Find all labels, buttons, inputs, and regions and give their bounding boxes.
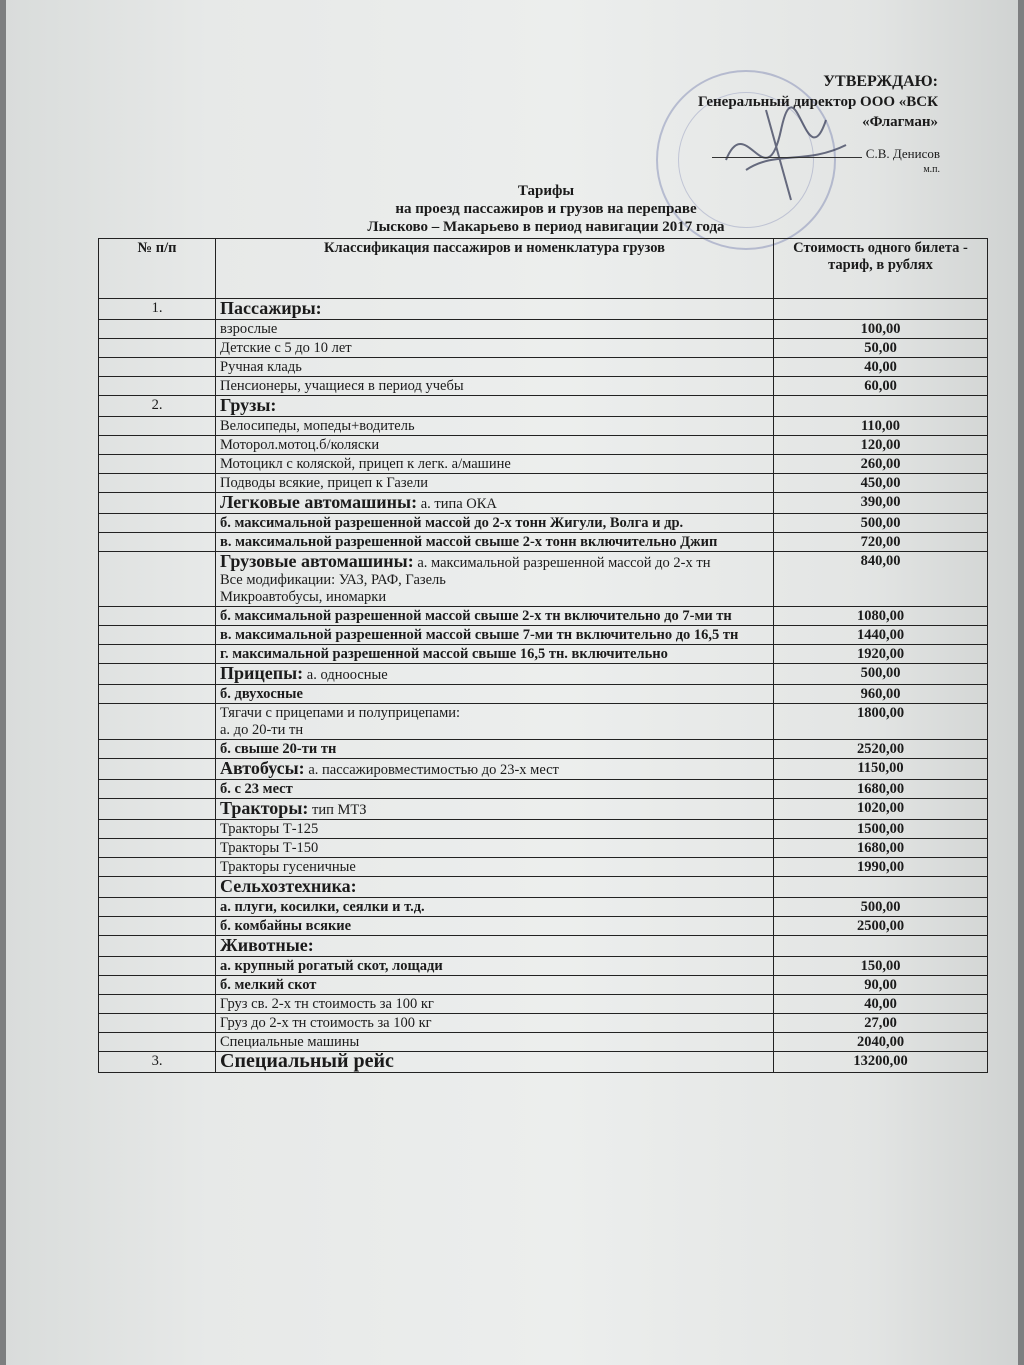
row-number — [99, 1014, 216, 1033]
row-price: 60,00 — [774, 377, 988, 396]
item-text: Груз до 2-х тн стоимость за 100 кг — [220, 1015, 432, 1031]
row-price: 1440,00 — [774, 626, 988, 645]
item-text: Груз св. 2-х тн стоимость за 100 кг — [220, 996, 434, 1012]
item-text: в. максимальной разрешенной массой свыше 2-х тонн включительно Джип — [220, 534, 718, 550]
row-price: 450,00 — [774, 474, 988, 493]
row-number — [99, 820, 216, 839]
item-text: Детские с 5 до 10 лет — [220, 340, 352, 356]
row-price: 27,00 — [774, 1014, 988, 1033]
item-text: б. мелкий скот — [220, 977, 317, 993]
row-description — [216, 474, 774, 493]
item-text: б. с 23 мест — [220, 781, 293, 797]
row-description — [216, 685, 774, 704]
row-price: 50,00 — [774, 339, 988, 358]
row-number — [99, 533, 216, 552]
title-line-3: Лысково – Макарьево в период навигации 2017 года — [367, 219, 725, 235]
row-price: 500,00 — [774, 664, 988, 685]
header-desc: Классификация пассажиров и номенклатура грузов — [216, 239, 774, 299]
table-row — [99, 533, 988, 552]
row-description — [216, 898, 774, 917]
table-row — [99, 839, 988, 858]
row-number — [99, 417, 216, 436]
table-row — [99, 514, 988, 533]
row-number — [99, 685, 216, 704]
approval-block — [698, 72, 938, 132]
row-number — [99, 877, 216, 898]
row-description — [216, 877, 774, 898]
row-number — [99, 474, 216, 493]
row-number — [99, 436, 216, 455]
section-heading: Легковые автомашины: — [220, 492, 418, 512]
row-price — [774, 299, 988, 320]
approval-position: Генеральный директор ООО «ВСК — [697, 94, 938, 110]
table-row — [99, 704, 988, 740]
table-row — [99, 1014, 988, 1033]
row-number — [99, 339, 216, 358]
row-description — [216, 1052, 774, 1073]
title-line-2: на проезд пассажиров и грузов на переправе — [395, 201, 697, 217]
approval-company: «Флагман» — [862, 114, 938, 130]
row-description — [216, 1014, 774, 1033]
section-heading: Тракторы: — [220, 798, 309, 818]
item-text: Специальные машины — [220, 1034, 360, 1050]
row-number — [99, 740, 216, 759]
item-text: а. плуги, косилки, сеялки и т.д. — [220, 899, 425, 915]
row-description — [216, 740, 774, 759]
row-number — [99, 957, 216, 976]
row-number — [99, 626, 216, 645]
item-text: в. максимальной разрешенной массой свыше 7-ми тн включительно до 16,5 тн — [220, 627, 739, 643]
row-number — [99, 839, 216, 858]
row-price: 40,00 — [774, 995, 988, 1014]
row-description — [216, 936, 774, 957]
row-price: 1800,00 — [774, 704, 988, 740]
table-row — [99, 957, 988, 976]
row-number — [99, 664, 216, 685]
table-row — [99, 339, 988, 358]
row-description — [216, 377, 774, 396]
item-text: а. типа ОКА — [420, 496, 497, 512]
row-price: 110,00 — [774, 417, 988, 436]
row-description — [216, 1033, 774, 1052]
document-sheet — [6, 0, 1018, 1365]
title-line-1: Тарифы — [517, 183, 575, 199]
row-number — [99, 995, 216, 1014]
item-text: Подводы всякие, прицеп к Газели — [220, 475, 428, 491]
header-price: Стоимость одного билета - тариф, в рублях — [774, 239, 988, 299]
table-row — [99, 976, 988, 995]
table-row — [99, 436, 988, 455]
row-price: 390,00 — [774, 493, 988, 514]
item-text: Мотоцикл с коляской, прицеп к легк. а/машине — [220, 456, 511, 472]
item-text: б. максимальной разрешенной массой до 2-х тонн Жигули, Волга и др. — [220, 515, 684, 531]
row-description — [216, 552, 774, 607]
row-number — [99, 493, 216, 514]
row-description — [216, 320, 774, 339]
signature-line — [712, 146, 940, 162]
row-price: 260,00 — [774, 455, 988, 474]
section-heading: Прицепы: — [220, 663, 304, 683]
row-price: 500,00 — [774, 898, 988, 917]
row-number — [99, 514, 216, 533]
row-price — [774, 396, 988, 417]
row-price: 840,00 — [774, 552, 988, 607]
approval-heading: УТВЕРЖДАЮ: — [823, 73, 938, 90]
row-description — [216, 493, 774, 514]
item-text: б. двухосные — [220, 686, 303, 702]
item-text: Пенсионеры, учащиеся в период учебы — [220, 378, 464, 394]
table-header-row — [99, 239, 988, 299]
row-number — [99, 1033, 216, 1052]
section-heading: Пассажиры: — [220, 298, 322, 318]
seal-place-label: м.п. — [923, 164, 940, 175]
row-price: 150,00 — [774, 957, 988, 976]
row-price: 960,00 — [774, 685, 988, 704]
table-row — [99, 780, 988, 799]
table-row — [99, 626, 988, 645]
row-price: 500,00 — [774, 514, 988, 533]
item-text: а. пассажировместимостью до 23-х мест — [308, 762, 559, 778]
table-row — [99, 645, 988, 664]
row-description — [216, 759, 774, 780]
row-description — [216, 976, 774, 995]
row-description — [216, 995, 774, 1014]
row-price: 2040,00 — [774, 1033, 988, 1052]
row-number — [99, 936, 216, 957]
item-text: б. комбайны всякие — [220, 918, 352, 934]
row-price — [774, 877, 988, 898]
row-number — [99, 759, 216, 780]
row-description — [216, 664, 774, 685]
table-row — [99, 685, 988, 704]
row-number — [99, 358, 216, 377]
table-row — [99, 358, 988, 377]
table-row — [99, 299, 988, 320]
row-price: 1990,00 — [774, 858, 988, 877]
row-price: 2500,00 — [774, 917, 988, 936]
row-description — [216, 533, 774, 552]
item-text-extra: Микроавтобусы, иномарки — [220, 589, 387, 605]
director-name: С.В. Денисов — [865, 146, 940, 161]
section-heading: Животные: — [220, 935, 314, 955]
section-heading: Специальный рейс — [220, 1050, 394, 1072]
table-row — [99, 820, 988, 839]
table-row — [99, 936, 988, 957]
item-text: б. максимальной разрешенной массой свыше 2-х тн включительно до 7-ми тн — [220, 608, 732, 624]
table-row — [99, 877, 988, 898]
item-text: Тракторы гусеничные — [220, 859, 356, 875]
item-text: Моторол.мотоц.б/коляски — [220, 437, 380, 453]
item-text: г. максимальной разрешенной массой свыше 16,5 тн. включительно — [220, 646, 668, 662]
row-price: 120,00 — [774, 436, 988, 455]
row-number — [99, 377, 216, 396]
row-number — [99, 552, 216, 607]
section-heading: Сельхозтехника: — [220, 876, 357, 896]
table-row — [99, 917, 988, 936]
row-price: 100,00 — [774, 320, 988, 339]
tariff-table — [98, 238, 988, 1073]
row-number — [99, 704, 216, 740]
item-text: а. одноосные — [306, 667, 388, 683]
row-number — [99, 858, 216, 877]
item-text: Тягачи с прицепами и полуприцепами: — [220, 705, 461, 721]
section-heading: Грузы: — [220, 395, 277, 415]
row-description — [216, 417, 774, 436]
table-row — [99, 995, 988, 1014]
table-row — [99, 740, 988, 759]
row-number — [99, 780, 216, 799]
row-price: 90,00 — [774, 976, 988, 995]
row-number — [99, 799, 216, 820]
table-row — [99, 1052, 988, 1073]
section-heading: Грузовые автомашины: — [220, 551, 414, 571]
row-description — [216, 704, 774, 740]
row-price: 1680,00 — [774, 780, 988, 799]
row-price: 1150,00 — [774, 759, 988, 780]
row-description — [216, 436, 774, 455]
item-text: Тракторы Т-150 — [220, 840, 319, 856]
row-number: 2. — [99, 396, 216, 417]
row-description — [216, 607, 774, 626]
header-num: № п/п — [99, 239, 216, 299]
section-heading: Автобусы: — [220, 758, 305, 778]
item-text: а. максимальной разрешенной массой до 2-х тн — [417, 555, 711, 571]
row-description — [216, 645, 774, 664]
table-row — [99, 552, 988, 607]
table-row — [99, 1033, 988, 1052]
row-number: 1. — [99, 299, 216, 320]
item-text: б. свыше 20-ти тн — [220, 741, 337, 757]
table-row — [99, 377, 988, 396]
row-description — [216, 780, 774, 799]
table-row — [99, 858, 988, 877]
row-number — [99, 898, 216, 917]
item-text: Тракторы Т-125 — [220, 821, 319, 837]
row-price: 1920,00 — [774, 645, 988, 664]
row-description — [216, 455, 774, 474]
table-row — [99, 759, 988, 780]
row-number: 3. — [99, 1052, 216, 1073]
table-row — [99, 417, 988, 436]
row-price: 720,00 — [774, 533, 988, 552]
row-price: 40,00 — [774, 358, 988, 377]
item-text: а. крупный рогатый скот, лощади — [220, 958, 443, 974]
row-description — [216, 396, 774, 417]
row-number — [99, 607, 216, 626]
item-text-extra: Все модификации: УАЗ, РАФ, Газель — [220, 572, 446, 588]
row-description — [216, 917, 774, 936]
row-description — [216, 839, 774, 858]
row-number — [99, 645, 216, 664]
row-price: 1080,00 — [774, 607, 988, 626]
row-description — [216, 339, 774, 358]
table-row — [99, 664, 988, 685]
table-row — [99, 493, 988, 514]
row-price: 1500,00 — [774, 820, 988, 839]
row-description — [216, 626, 774, 645]
row-description — [216, 957, 774, 976]
row-number — [99, 976, 216, 995]
item-text: Велосипеды, мопеды+водитель — [220, 418, 415, 434]
item-text: Ручная кладь — [220, 359, 302, 375]
row-description — [216, 799, 774, 820]
row-description — [216, 358, 774, 377]
row-description — [216, 858, 774, 877]
table-row — [99, 474, 988, 493]
row-price: 2520,00 — [774, 740, 988, 759]
row-price: 1020,00 — [774, 799, 988, 820]
row-number — [99, 455, 216, 474]
row-price: 13200,00 — [774, 1052, 988, 1073]
row-number — [99, 917, 216, 936]
row-description — [216, 299, 774, 320]
row-price: 1680,00 — [774, 839, 988, 858]
item-text-extra: а. до 20-ти тн — [220, 722, 304, 738]
row-number — [99, 320, 216, 339]
table-row — [99, 607, 988, 626]
row-description — [216, 514, 774, 533]
document-title — [286, 182, 806, 236]
signature-blank — [712, 157, 862, 158]
table-row — [99, 455, 988, 474]
table-row — [99, 898, 988, 917]
item-text: взрослые — [220, 321, 278, 337]
table-row — [99, 396, 988, 417]
row-price — [774, 936, 988, 957]
table-row — [99, 799, 988, 820]
row-description — [216, 820, 774, 839]
item-text: тип МТЗ — [312, 802, 367, 818]
table-row — [99, 320, 988, 339]
